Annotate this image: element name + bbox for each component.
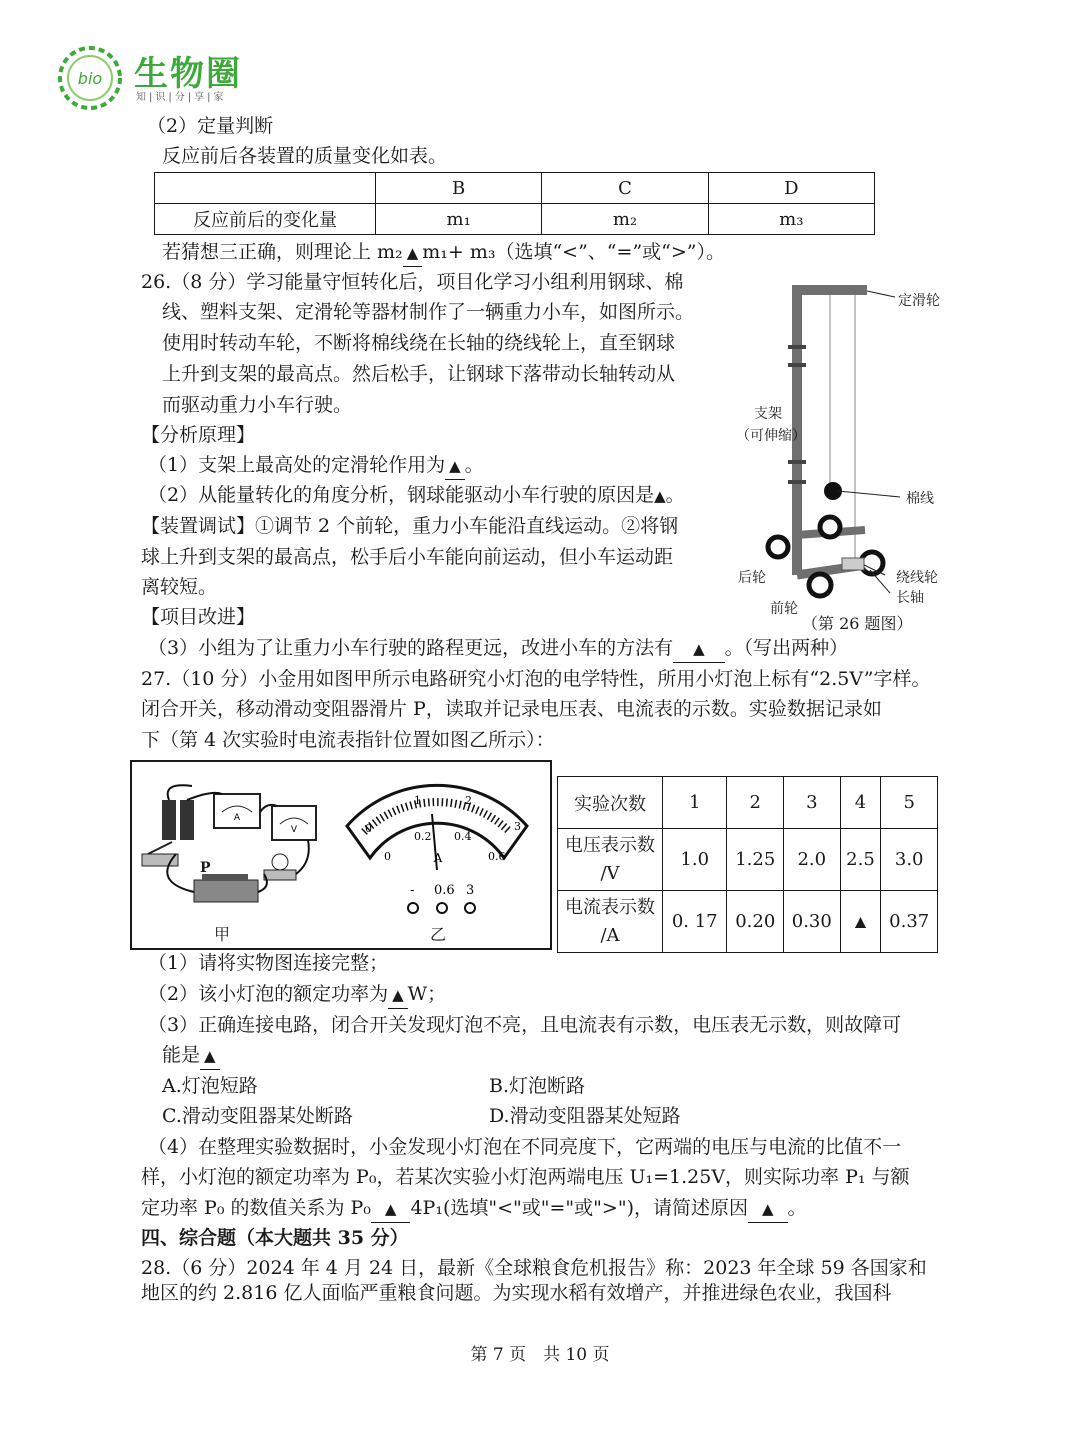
meter-unit: A xyxy=(433,851,443,865)
logo-tagline: 知|识|分|享|家 xyxy=(136,92,227,103)
tick-label: 1 xyxy=(414,794,421,807)
q27-line-3: 下（第 4 次实验时电流表指针位置如图乙所示）： xyxy=(141,729,555,751)
section-4-heading: 四、综合题（本大题共 35 分） xyxy=(141,1227,409,1249)
q26-line-2: 线、塑料支架、定滑轮等器材制作了一辆重力小车，如图所示。 xyxy=(162,301,695,323)
circuit-figure xyxy=(130,760,552,950)
table-cell: m₃ xyxy=(708,204,874,235)
q26-line-1: 26.（8 分）学习能量守恒转化后，项目化学习小组利用钢球、棉 xyxy=(141,271,684,293)
voltage-label: 电压表示数 xyxy=(565,834,655,856)
label-winder: 绕线轮 xyxy=(896,570,938,586)
rheostat-slider-label: P xyxy=(200,860,211,876)
q27-line-1: 27.（10 分）小金用如图甲所示电路研究小灯泡的电学特性，所用小灯泡上标有“2.5V”字样。 xyxy=(141,668,931,690)
table-row-label: 反应前后的变化量 xyxy=(155,204,376,235)
table-header-cell: D xyxy=(708,173,874,204)
q26-part-3-end: 。（写出两种） xyxy=(724,637,849,659)
q26-section-improve: 【项目改进】 xyxy=(141,606,256,628)
q25-subtitle: （2）定量判断 xyxy=(147,115,274,137)
q27-sub-3b-text: 能是 xyxy=(162,1044,201,1066)
table-cell: 1.25 xyxy=(727,829,784,891)
table-cell: 3.0 xyxy=(881,829,938,891)
table-cell: m₁ xyxy=(376,204,542,235)
label-thread: 棉线 xyxy=(906,491,934,507)
q25-table xyxy=(154,172,875,235)
answer-blank[interactable]: ▲ xyxy=(840,891,881,953)
q27-sub-1: （1）请将实物图连接完整； xyxy=(148,952,389,974)
page-footer: 第 7 页 共 10 页 xyxy=(470,1345,610,1365)
logo xyxy=(50,38,260,118)
option-a[interactable]: A.灯泡短路 xyxy=(162,1075,258,1097)
q27-sub-2-unit: W； xyxy=(407,983,447,1005)
logo-emblem-icon xyxy=(50,38,130,118)
q26-line-5: 而驱动重力小车行驶。 xyxy=(162,394,353,416)
table-cell: 2.0 xyxy=(784,829,841,891)
table-cell: 0.30 xyxy=(784,891,841,953)
table-cell: 2 xyxy=(727,777,784,829)
table-cell: 0.20 xyxy=(727,891,784,953)
table-row xyxy=(558,891,938,953)
logo-mark: bio xyxy=(77,69,103,88)
terminal-label: - xyxy=(410,883,415,898)
answer-blank[interactable]: ▲ xyxy=(403,239,423,267)
q26-section-analysis: 【分析原理】 xyxy=(141,424,256,446)
answer-blank[interactable]: ▲ xyxy=(748,1195,788,1223)
table-cell: 0.37 xyxy=(881,891,938,953)
tick-label: 2 xyxy=(465,794,472,807)
label-front-wheel: 前轮 xyxy=(770,601,798,617)
option-d[interactable]: D.滑动变阻器某处短路 xyxy=(489,1105,681,1127)
circuit-drawing xyxy=(132,762,550,948)
q27-line-2: 闭合开关，移动滑动变阻器滑片 P，读取并记录电压表、电流表的示数。实验数据记录如 xyxy=(141,698,882,720)
q27-sub-4c-end: 。 xyxy=(787,1197,807,1219)
q26-part-2-text: （2）从能量转化的角度分析，钢球能驱动小车行驶的原因是 xyxy=(148,484,655,506)
table-cell: 1.0 xyxy=(663,829,727,891)
tick-label: 0 xyxy=(384,850,391,863)
table-header-cell: C xyxy=(542,173,708,204)
q27-sub-2-text: （2）该小灯泡的额定功率为 xyxy=(148,983,389,1005)
current-label: 电流表示数 xyxy=(565,896,655,918)
q26-part-2 xyxy=(148,482,685,509)
q26-debug-3: 离较短。 xyxy=(141,576,218,598)
figure-b-label: 乙 xyxy=(430,925,447,944)
q27-data-table xyxy=(557,776,938,953)
q25-question-a: 若猜想三正确，则理论上 m₂ xyxy=(162,241,403,263)
q27-sub-2 xyxy=(148,981,446,1009)
label-axle: 长轴 xyxy=(896,590,924,606)
figure-a-label: 甲 xyxy=(214,925,231,944)
tick-label: 0 xyxy=(365,822,372,835)
q25-intro: 反应前后各装置的质量变化如表。 xyxy=(162,145,448,167)
answer-blank[interactable]: ▲ xyxy=(388,981,408,1009)
q27-sub-4c-text-a: 定功率 P₀ 的数值关系为 P₀ xyxy=(141,1197,371,1219)
label-rear-wheel: 后轮 xyxy=(738,570,766,586)
table-row xyxy=(558,829,938,891)
q28-line-1: 28.（6 分）2024 年 4 月 24 日，最新《全球粮食危机报告》称：2023 年全球 59 各国家和 xyxy=(141,1257,927,1279)
table-row-label xyxy=(558,829,663,891)
table-cell: 5 xyxy=(881,777,938,829)
answer-blank[interactable]: ▲ xyxy=(673,635,725,663)
q26-part-1-text: （1）支架上最高处的定滑轮作用为 xyxy=(148,454,446,476)
q27-sub-4a: （4）在整理实验数据时，小金发现小灯泡在不同亮度下，它两端的电压与电流的比值不一 xyxy=(148,1136,902,1158)
table-cell: 2.5 xyxy=(840,829,881,891)
answer-marker[interactable]: ▲ xyxy=(654,487,666,505)
tick-label: 0.6 xyxy=(488,850,506,863)
q27-sub-3b xyxy=(162,1042,220,1070)
q27-sub-3a: （3）正确连接电路，闭合开关发现灯泡不亮，且电流表有示数，电压表无示数，则故障可 xyxy=(148,1014,902,1036)
tick-label: 3 xyxy=(514,820,521,833)
q26-part-1-end: 。 xyxy=(464,454,484,476)
terminal-label: 0.6 xyxy=(434,883,455,898)
voltage-unit: /V xyxy=(600,862,620,884)
q27-sub-4b: 样，小灯泡的额定功率为 P₀，若某次实验小灯泡两端电压 U₁=1.25V，则实际功率 P₁ 与额 xyxy=(141,1166,910,1188)
label-pulley: 定滑轮 xyxy=(898,293,940,309)
table-cell: 3 xyxy=(784,777,841,829)
table-header-cell: B xyxy=(376,173,542,204)
q26-part-3-text: （3）小组为了让重力小车行驶的路程更远，改进小车的方法有 xyxy=(148,637,674,659)
table-cell: 4 xyxy=(840,777,881,829)
svg-text:V: V xyxy=(290,825,298,835)
q26-line-4: 上升到支架的最高点。然后松手，让钢球下落带动长轴转动从 xyxy=(162,363,676,385)
q26-line-3: 使用时转动车轮，不断将棉线绕在长轴的绕线轮上，直至钢球 xyxy=(162,332,676,354)
table-header-cell xyxy=(155,173,376,204)
table-cell: 1 xyxy=(663,777,727,829)
q25-question xyxy=(162,239,725,267)
q27-sub-4c-text-b: 4P₁(选填"<"或"="或">")，请简述原因 xyxy=(410,1197,748,1219)
q26-debug-1: 【装置调试】①调节 2 个前轮，重力小车能沿直线运动。②将钢 xyxy=(141,515,679,537)
logo-brand: 生物圈 xyxy=(134,54,242,94)
table-row xyxy=(155,173,875,204)
tick-label: 0.4 xyxy=(454,830,472,843)
table-cell: m₂ xyxy=(542,204,708,235)
svg-text:A: A xyxy=(233,813,241,823)
answer-blank[interactable]: ▲ xyxy=(200,1042,220,1070)
table-row xyxy=(155,204,875,235)
answer-blank[interactable]: ▲ xyxy=(445,452,465,480)
table-row xyxy=(558,777,938,829)
q27-sub-4c xyxy=(141,1195,807,1223)
current-unit: /A xyxy=(600,924,620,946)
q25-question-b: m₁+ m₃（选填“<”、“=”或“>”）。 xyxy=(422,241,726,263)
tick-label: 0.2 xyxy=(414,830,432,843)
gravity-car-figure xyxy=(730,275,960,640)
option-c[interactable]: C.滑动变阻器某处断路 xyxy=(162,1105,353,1127)
figure-caption: （第 26 题图） xyxy=(802,614,913,633)
label-frame: 支架 xyxy=(754,406,782,422)
label-frame-note: （可伸缩） xyxy=(736,428,806,444)
table-cell: 0. 17 xyxy=(663,891,727,953)
answer-blank[interactable]: ▲ xyxy=(371,1195,411,1223)
q26-debug-2: 球上升到支架的最高点，松手后小车能向前运动，但小车运动距 xyxy=(141,546,674,568)
q28-line-2: 地区的约 2.816 亿人面临严重粮食问题。为实现水稻有效增产，并推进绿色农业，我国科 xyxy=(141,1282,892,1304)
q26-part-2-end: 。 xyxy=(665,484,685,506)
terminal-label: 3 xyxy=(466,883,475,898)
table-header-cell: 实验次数 xyxy=(558,777,663,829)
q26-part-1 xyxy=(148,452,484,480)
option-b[interactable]: B.灯泡断路 xyxy=(489,1075,586,1097)
table-row-label xyxy=(558,891,663,953)
